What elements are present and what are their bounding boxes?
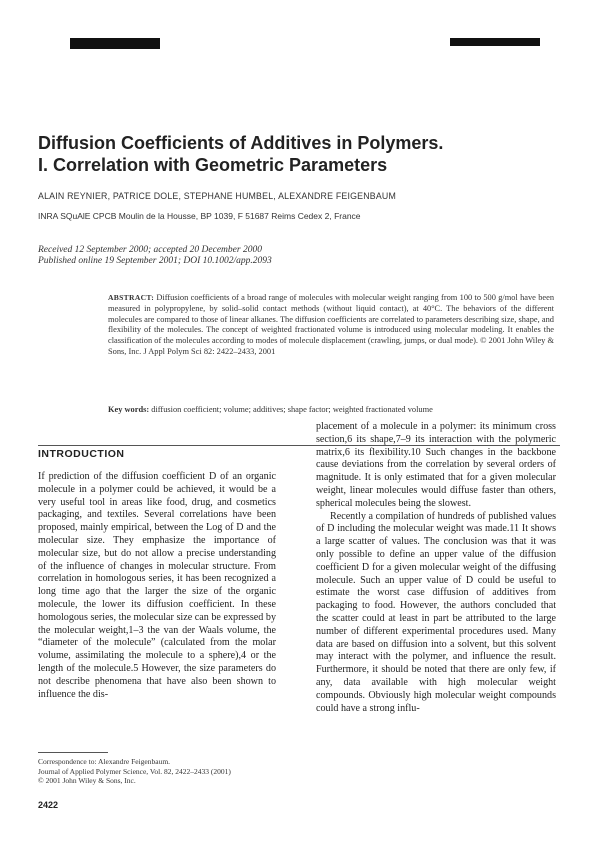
correspondence-note: Correspondence to: Alexandre Feigenbaum.	[38, 757, 171, 766]
body-paragraph: placement of a molecule in a polymer: its minimum cross section,6 its shape,7–9 its interaction with the polymeric matrix,6 its flexibility.10 Such changes in the backbone cause deviations from the correlation by several orders of magnitude. It is only estimated that for a given molecular weight, linear molecules would diffuse faster than others, spherical molecules being the slowest.	[316, 421, 556, 509]
paper-title	[38, 132, 558, 176]
copyright-note: © 2001 John Wiley & Sons, Inc.	[38, 776, 136, 785]
abstract	[108, 293, 554, 358]
abstract-label: ABSTRACT:	[108, 293, 155, 302]
body-paragraph: If prediction of the diffusion coefficient D of an organic molecule in a polymer could be achieved, it would be a very useful tool in areas like food, drug, and cosmetics packaging, and textiles. Several correlations have been proposed, mainly empirical, between the Log of D and the molecular size. They emphasize the importance of molecular size, but do not allow a precise understanding of the influence of changes in molecular structure. From correlation in homologous series, it has been recognized a long time ago that the larger the size of the organic molecule, the lower its diffusion coefficient. In these homologous series, the molecular size can be expressed by the molecular weight,1–3 the van der Waals volume, the “diameter of the molecule” (calculated from the molar volume, assimilating the molecule to a sphere),4 or the length of the molecule.5 However, the size parameters do not describe phenomena that have also been shown to influence the dis-	[38, 471, 276, 700]
body-paragraph: Recently a compilation of hundreds of published values of D including the molecular weight was made.11 It shows a large scatter of values. The conclusion was that it was only possible to define an upper value of the diffusion coefficient D for a given molecular weight of the diffusing molecule. Such an upper value of D could be useful to estimate the worst case diffusion of additives from packaging to food. However, the authors concluded that the scatter could at least in part be attributed to the large number of different experimental procedures used. Many data are based on diffusion into a solvent, but this solvent may interact with the polymer, and influence the result. Furthermore, it should be noted that there are only few, if any, data available with high molecular weight compounds. Obviously high molecular weight compounds could have a strong influ-	[316, 510, 556, 714]
header-black-bar-right	[450, 38, 540, 46]
header-black-bar	[70, 38, 160, 49]
affiliation: INRA SQuAlE CPCB Moulin de la Housse, BP 1039, F 51687 Reims Cedex 2, France	[38, 211, 361, 221]
footnote	[38, 757, 278, 786]
author-list: ALAIN REYNIER, PATRICE DOLE, STEPHANE HUMBEL, ALEXANDRE FEIGENBAUM	[38, 191, 396, 201]
paper-title-line-1: Diffusion Coefficients of Additives in Polymers.	[38, 133, 444, 153]
published-date: Published online 19 September 2001; DOI 10.1002/app.2093	[38, 256, 272, 266]
paper-title-line-2: I. Correlation with Geometric Parameters	[38, 155, 388, 175]
keywords-label: Key words:	[108, 405, 150, 414]
footnote-divider	[38, 752, 108, 753]
body-column-left	[38, 471, 276, 701]
publication-dates	[38, 245, 558, 267]
journal-citation: Journal of Applied Polymer Science, Vol. 82, 2422–2433 (2001)	[38, 766, 231, 776]
abstract-text: Diffusion coefficients of a broad range of molecules with molecular weight ranging from 100 to 500 g/mol have been measured in polypropylene, by solid–solid contact methods (without liquid contact), at 40°C. The behaviors of the different molecules are compared to those of linear alkanes. The diffusion coefficients are correlated to parameters describing size, shape, and flexibility of the molecules. The concept of weighted fractionated volume is introduced using molecular modeling. It enables the classification of the molecules according to modes of molecule displacement (crawling, jumps, or dual mode). © 2001 John Wiley & Sons, Inc. J Appl Polym Sci 82: 2422–2433, 2001	[108, 293, 555, 356]
received-date: Received 12 September 2000; accepted 20 December 2000	[38, 245, 262, 255]
keywords-text: diffusion coefficient; volume; additives; shape factor; weighted fractionated volume	[151, 405, 433, 414]
page-number: 2422	[38, 800, 59, 810]
body-column-right	[316, 421, 556, 715]
keywords	[108, 405, 554, 416]
section-heading-introduction: INTRODUCTION	[38, 448, 125, 460]
